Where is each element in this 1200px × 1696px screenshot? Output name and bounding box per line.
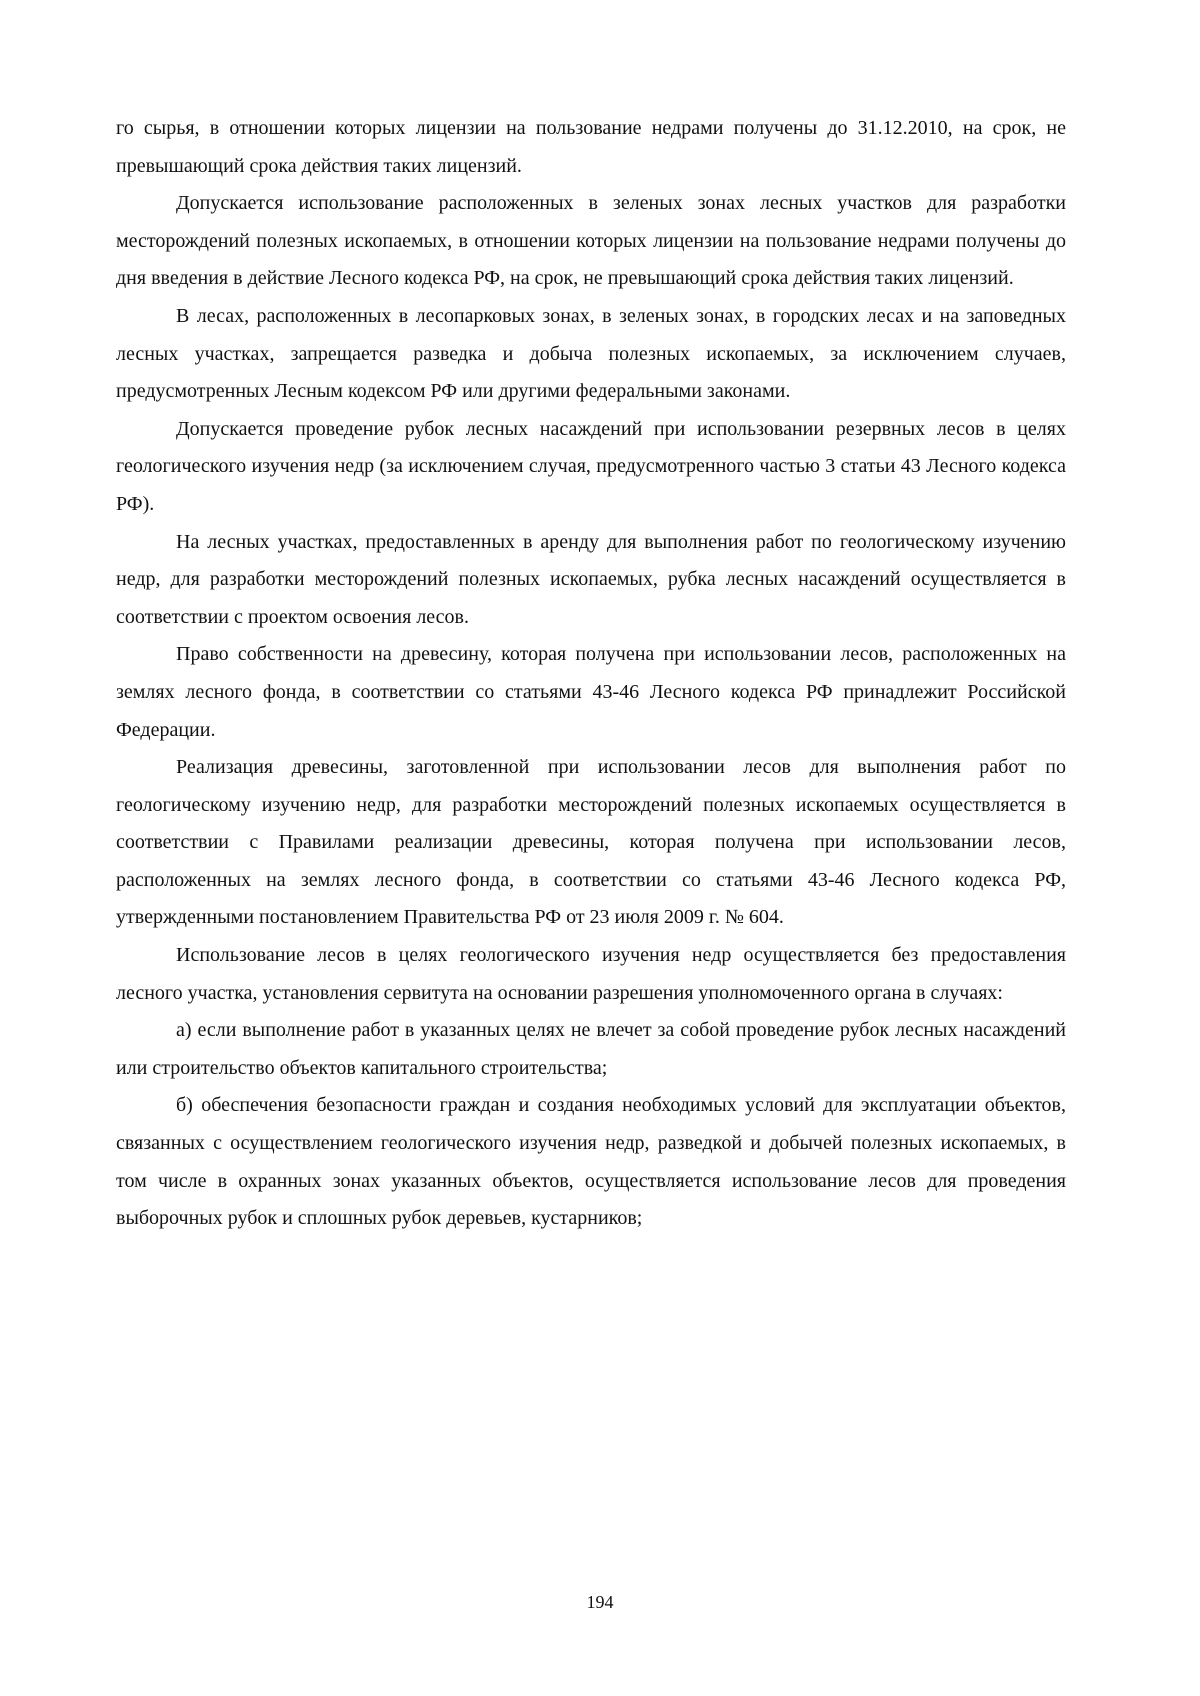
paragraph: Реализация древесины, заготовленной при использовании лесов для выполнения работ по геологическому изучению недр, для разработки месторождений полезных ископаемых осуществляется в соответствии с Правилами реализации древесины, которая получена при использовании лесов, расположенных на землях лесного фонда, в соответствии со статьями 43-46 Лесного кодекса РФ, утвержденными постановлением Правительства РФ от 23 июля 2009 г. № 604. (116, 756, 1066, 929)
paragraph: Допускается использование расположенных в зеленых зонах лесных участков для разработки месторождений полезных ископаемых, в отношении которых лицензии на пользование недрами получены до дня введения в действие Лесного кодекса РФ, на срок, не превышающий срока действия таких лицензий. (116, 192, 1066, 290)
page-number: 194 (586, 1592, 614, 1612)
paragraph-continuation: го сырья, в отношении которых лицензии на пользование недрами получены до 31.12.2010, на срок, не превышающий срока действия таких лицензий. (116, 117, 1066, 177)
paragraph: Право собственности на древесину, которая получена при использовании лесов, расположенных на землях лесного фонда, в соответствии со статьями 43-46 Лесного кодекса РФ принадлежит Российской Федерации. (116, 643, 1066, 741)
list-item-b: б) обеспечения безопасности граждан и создания необходимых условий для эксплуатации объектов, связанных с осуществлением геологического изучения недр, разведкой и добычей полезных ископаемых, в том числе в охранных зонах указанных объектов, осуществляется использование лесов для проведения выборочных рубок и сплошных рубок деревьев, кустарников; (116, 1094, 1066, 1230)
paragraph: Допускается проведение рубок лесных насаждений при использовании резервных лесов в целях геологического изучения недр (за исключением случая, предусмотренного частью 3 статьи 43 Лесного кодекса РФ). (116, 417, 1066, 515)
document-body (116, 110, 1066, 1238)
paragraph: На лесных участках, предоставленных в аренду для выполнения работ по геологическому изучению недр, для разработки месторождений полезных ископаемых, рубка лесных насаждений осуществляется в соответствии с проектом освоения лесов. (116, 530, 1066, 628)
paragraph: В лесах, расположенных в лесопарковых зонах, в зеленых зонах, в городских лесах и на заповедных лесных участках, запрещается разведка и добыча полезных ископаемых, за исключением случаев, предусмотренных Лесным кодексом РФ или другими федеральными законами. (116, 304, 1066, 403)
paragraph: Использование лесов в целях геологического изучения недр осуществляется без предоставления лесного участка, установления сервитута на основании разрешения уполномоченного органа в случаях: (116, 944, 1066, 1004)
list-item-a: а) если выполнение работ в указанных целях не влечет за собой проведение рубок лесных насаждений или строительство объектов капитального строительства; (116, 1019, 1066, 1079)
